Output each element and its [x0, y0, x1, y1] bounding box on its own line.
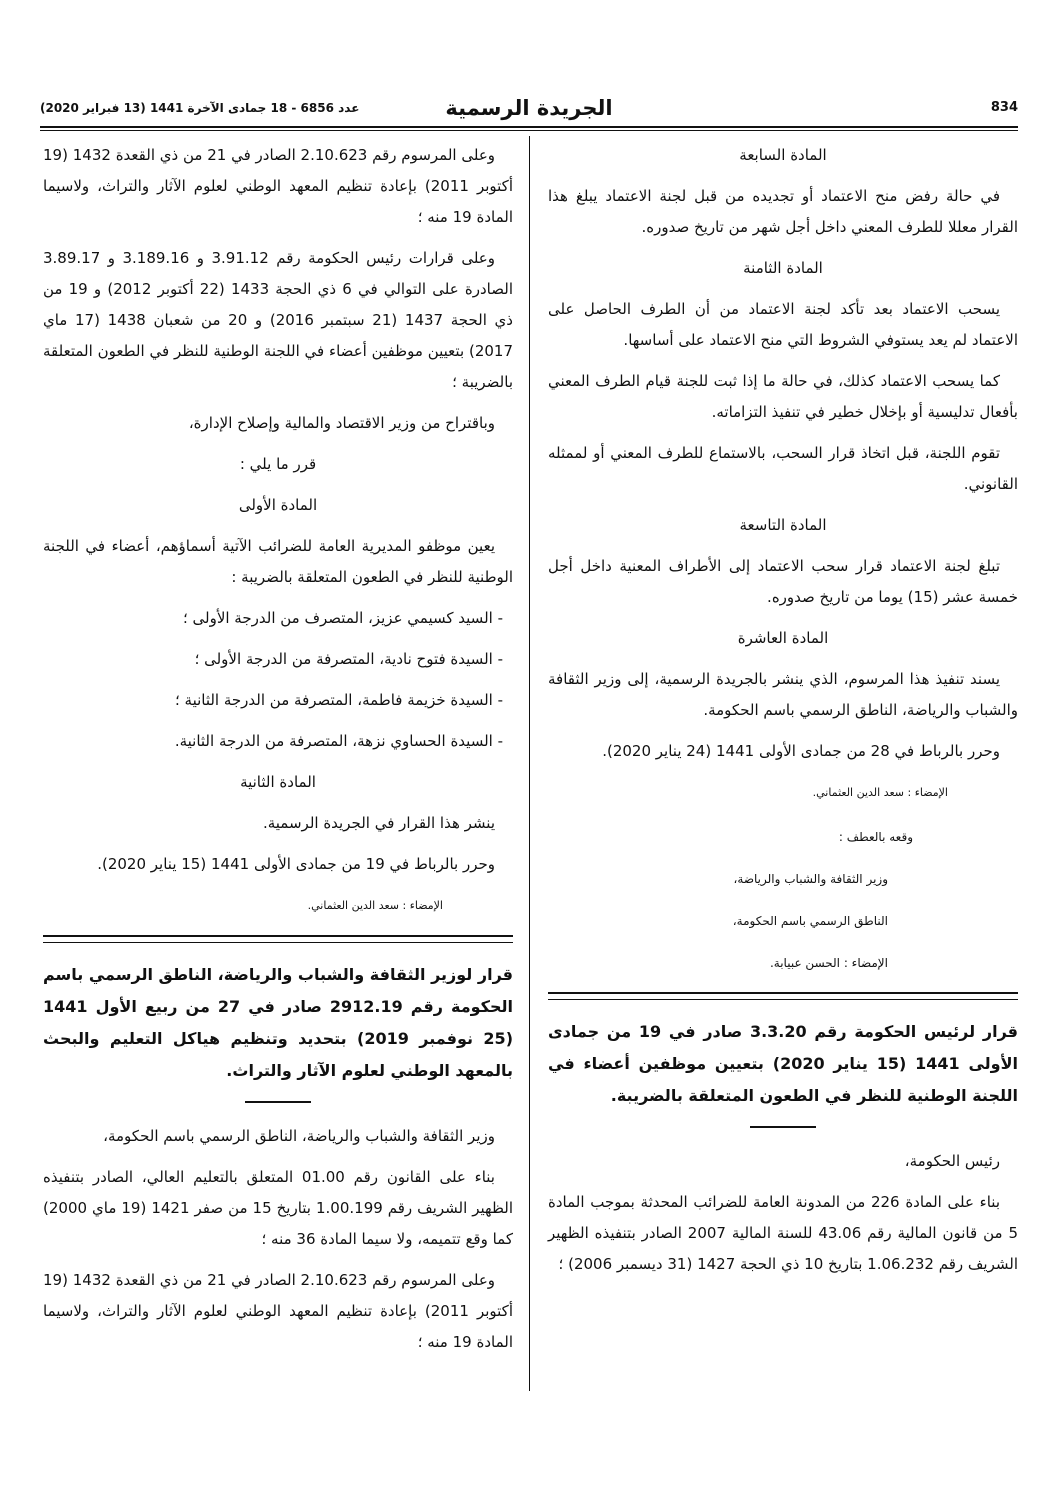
section-divider: [43, 935, 513, 943]
right-column: [548, 140, 1018, 1290]
decides-text: قرر ما يلي :: [239, 455, 317, 473]
page-header: [40, 96, 1018, 126]
countersign-label: وقعه بالعطف :: [838, 830, 913, 844]
recital-text: وعلى قرارات رئيس الحكومة رقم 3.91.12 و 3.189.16 و 3.89.17 الصادرة على التوالي في 6 ذي الحجة 1433 (22 أكتوبر 2012) و 19 من ذي الحجة 1437 (21 سبتمبر 2016) و 20 من شعبان 1438 (17 ماي 2017) بتعيين موظفين أعضاء في اللجنة الوطنية للنظر في الطعون المتعلقة بالضريبة ؛: [43, 249, 513, 391]
recital-text: وعلى المرسوم رقم 2.10.623 الصادر في 21 من ذي القعدة 1432 (19 أكتوبر 2011) بإعادة تنظيم المعهد الوطني لعلوم الآثار والتراث، ولاسيما المادة 19 منه ؛: [43, 1271, 513, 1351]
countersign-minister: وزير الثقافة والشباب والرياضة،: [733, 872, 888, 886]
authority-line: وزير الثقافة والشباب والرياضة، الناطق الرسمي باسم الحكومة،: [103, 1127, 495, 1145]
recital-text: وعلى المرسوم رقم 2.10.623 الصادر في 21 من ذي القعدة 1432 (19 أكتوبر 2011) بإعادة تنظيم المعهد الوطني لعلوم الآثار والتراث، ولاسيما المادة 19 منه ؛: [43, 146, 513, 226]
recital-text: بناء على القانون رقم 01.00 المتعلق بالتعليم العالي، الصادر بتنفيذه الظهير الشريف رقم 1.00.199 بتاريخ 15 من صفر 1421 (19 ماي 2000) كما وقع تتميمه، ولا سيما المادة 36 منه ؛: [43, 1168, 513, 1248]
article-heading: المادة العاشرة: [737, 629, 829, 647]
signature: الإمضاء : سعد الدين العثماني.: [812, 786, 948, 799]
article-heading: المادة الثانية: [240, 773, 316, 791]
authority-line: رئيس الحكومة،: [904, 1152, 1000, 1170]
recital-text: بناء على المادة 226 من المدونة العامة للضرائب المحدثة بموجب المادة 5 من قانون المالية رقم 43.06 للسنة المالية 2007 الصادر بتنفيذه الظهير الشريف رقم 1.06.232 بتاريخ 10 ذي الحجة 1427 (31 ديسمبر 2006) ؛: [548, 1193, 1018, 1273]
proposal-text: وباقتراح من وزير الاقتصاد والمالية وإصلاح الإدارة،: [188, 414, 495, 432]
short-divider: [245, 1101, 311, 1103]
list-item: - السيد كسيمي عزيز، المتصرف من الدرجة الأولى ؛: [182, 609, 503, 627]
article-text: تبلغ لجنة الاعتماد قرار سحب الاعتماد إلى الأطراف المعنية داخل أجل خمسة عشر (15) يوما من تاريخ صدوره.: [548, 557, 1018, 606]
countersign-signature: الإمضاء : الحسن عبيابة.: [769, 956, 888, 970]
header-rule-thin: [40, 130, 1018, 131]
article-text: في حالة رفض منح الاعتماد أو تجديده من قبل لجنة الاعتماد يبلغ هذا القرار معللا للطرف المعني داخل أجل شهر من تاريخ صدوره.: [548, 187, 1018, 236]
list-item: - السيدة الحساوي نزهة، المتصرفة من الدرجة الثانية.: [174, 732, 503, 750]
article-text: تقوم اللجنة، قبل اتخاذ قرار السحب، بالاستماع للطرف المعني أو لممثله القانوني.: [548, 444, 1018, 493]
done-at-text: وحرر بالرباط في 19 من جمادى الأولى 1441 (15 يناير 2020).: [97, 855, 495, 873]
header-rule: [40, 126, 1018, 128]
issue-info: عدد 6856 - 18 جمادى الآخرة 1441 (13 فبراير 2020): [40, 101, 360, 115]
article-text: يعين موظفو المديرية العامة للضرائب الآتية أسماؤهم، أعضاء في اللجنة الوطنية للنظر في الطعون المتعلقة بالضريبة :: [43, 537, 513, 586]
done-at-text: وحرر بالرباط في 28 من جمادى الأولى 1441 (24 يناير 2020).: [602, 742, 1000, 760]
article-text: يسند تنفيذ هذا المرسوم، الذي ينشر بالجريدة الرسمية، إلى وزير الثقافة والشباب والرياضة، الناطق الرسمي باسم الحكومة.: [548, 670, 1018, 719]
article-heading: المادة التاسعة: [739, 516, 827, 534]
page-number: 834: [990, 100, 1018, 115]
list-item: - السيدة فتوح نادية، المتصرفة من الدرجة الأولى ؛: [194, 650, 503, 668]
article-text: ينشر هذا القرار في الجريدة الرسمية.: [262, 814, 495, 832]
countersign-spokesman: الناطق الرسمي باسم الحكومة،: [732, 914, 888, 928]
column-separator: [529, 136, 530, 1391]
short-divider: [750, 1126, 816, 1128]
list-item: - السيدة خزيمة فاطمة، المتصرفة من الدرجة الثانية ؛: [174, 691, 503, 709]
decision-title: قرار لرئيس الحكومة رقم 3.3.20 صادر في 19 من جمادى الأولى 1441 (15 يناير 2020) بتعيين موظفين أعضاء في اللجنة الوطنية للنظر في الطعون المتعلقة بالضريبة.: [548, 1022, 1018, 1105]
left-column: [43, 140, 513, 1368]
article-heading: المادة الأولى: [238, 496, 318, 514]
article-text: كما يسحب الاعتماد كذلك، في حالة ما إذا ثبت للجنة قيام الطرف المعني بأفعال تدليسية أو بإخلال خطير في تنفيذ التزاماته.: [548, 372, 1018, 421]
decision-title: قرار لوزير الثقافة والشباب والرياضة، الناطق الرسمي باسم الحكومة رقم 2912.19 صادر في 27 من ربيع الأول 1441 (25 نوفمبر 2019) بتحديد وتنظيم هياكل التعليم والبحث بالمعهد الوطني لعلوم الآثار والتراث.: [43, 965, 513, 1080]
journal-title: الجريدة الرسمية: [445, 96, 613, 120]
article-text: يسحب الاعتماد بعد تأكد لجنة الاعتماد من أن الطرف الحاصل على الاعتماد لم يعد يستوفي الشروط التي منح الاعتماد على أساسها.: [548, 300, 1018, 349]
article-heading: المادة السابعة: [739, 146, 827, 164]
section-divider: [548, 992, 1018, 1000]
signature: الإمضاء : سعد الدين العثماني.: [307, 899, 443, 912]
article-heading: المادة الثامنة: [743, 259, 823, 277]
